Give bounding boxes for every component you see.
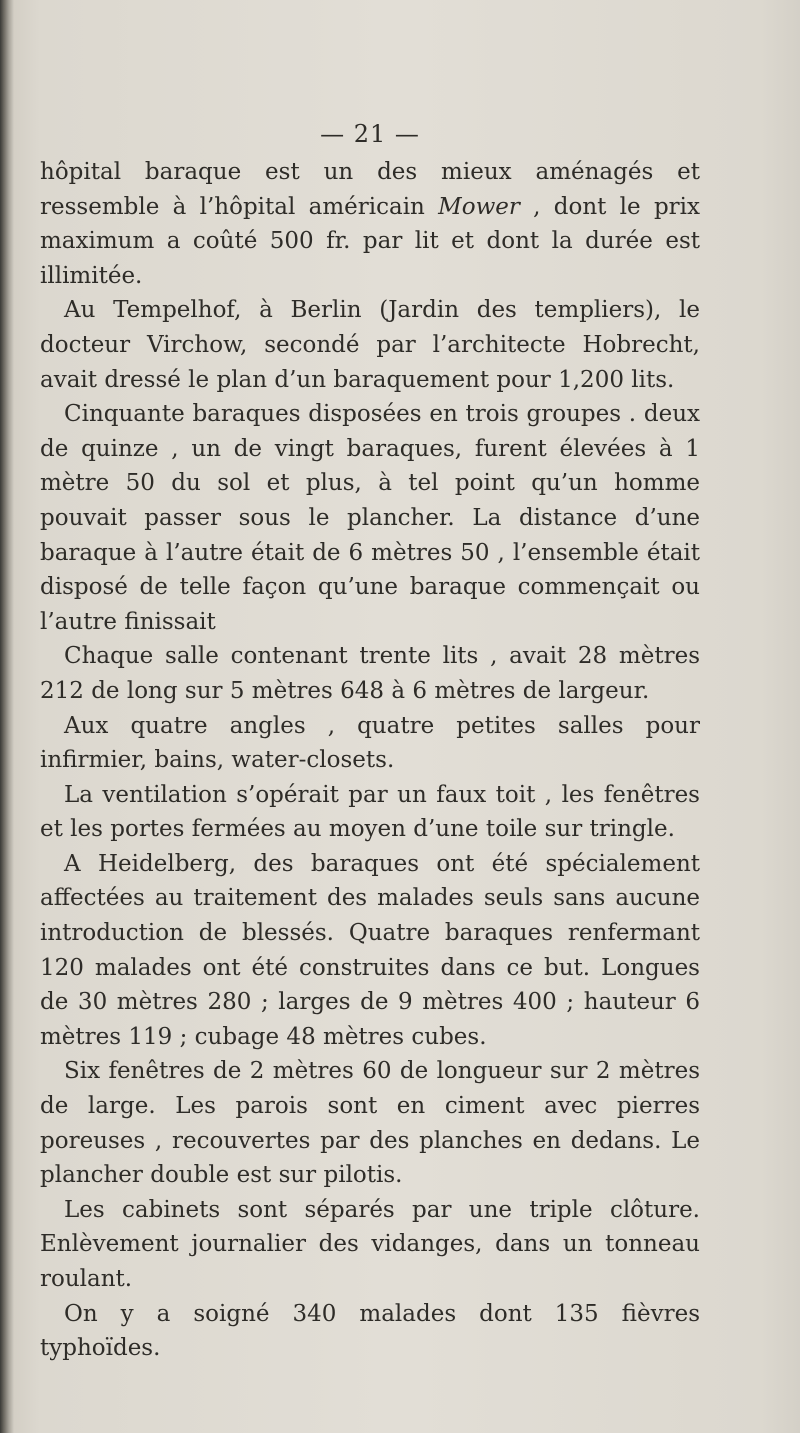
page-number: — 21 —	[320, 120, 420, 148]
paragraph	[40, 639, 700, 708]
paragraph-text: On y a soigné 340 malades dont 135 fièvres typhoïdes.	[40, 1300, 700, 1362]
paragraph-text: La ventilation s’opérait par un faux toit , les fenêtres et les portes fermées au moyen d’une toile sur tringle.	[40, 781, 700, 843]
paragraph-text: A Heidelberg, des baraques ont été spécialement affectées au traitement des malades seuls sans aucune introduction de blessés. Quatre baraques renfermant 120 malades ont été construites dans ce but. Longues de 30 mètres 280 ; larges de 9 mètres 400 ; hauteur 6 mètres 119 ; cubage 48 mètres cubes.	[40, 850, 700, 1050]
paragraph	[40, 293, 700, 397]
paragraph-text: Chaque salle contenant trente lits , avait 28 mètres 212 de long sur 5 mètres 648 à 6 mètres de largeur.	[40, 643, 700, 704]
paragraph-text: Aux quatre angles , quatre petites salles pour infirmier, bains, water-closets.	[40, 712, 700, 774]
paragraph-text: Cinquante baraques disposées en trois groupes . deux de quinze , un de vingt baraques, furent élevées à 1 mètre 50 du sol et plus, à tel point qu’un homme pouvait passer sous le plancher. La distance d’une baraque à l’autre était de 6 mètres 50 , l’ensemble était disposé de telle façon qu’une baraque commençait ou l’autre finissait	[40, 401, 700, 635]
paragraph	[40, 847, 700, 1055]
paragraph	[40, 709, 700, 778]
paragraph-text: Six fenêtres de 2 mètres 60 de longueur sur 2 mètres de large. Les parois sont en ciment avec pierres poreuses , recouvertes par des planches en dedans. Le plancher double est sur pilotis.	[40, 1058, 700, 1189]
paragraph-text: hôpital baraque est un des mieux aménagés et ressemble à l’hôpital américain	[40, 159, 700, 220]
body-text	[40, 155, 700, 1366]
paragraph	[40, 155, 700, 293]
italic-name: Mower	[438, 193, 520, 220]
paragraph	[40, 1054, 700, 1192]
paragraph-text: , dont le prix maximum a coûté 500 fr. par lit et dont la durée est illimitée.	[40, 193, 700, 289]
paragraph	[40, 778, 700, 847]
paragraph-text: Au Tempelhof, à Berlin (Jardin des templiers), le docteur Virchow, secondé par l’architecte Hobrecht, avait dressé le plan d’un baraquement pour 1,200 lits.	[40, 297, 700, 393]
paragraph-text: Les cabinets sont séparés par une triple clôture. Enlèvement journalier des vidanges, dans un tonneau roulant.	[40, 1196, 700, 1292]
paragraph	[40, 1297, 700, 1366]
paragraph	[40, 1193, 700, 1297]
paragraph	[40, 397, 700, 639]
